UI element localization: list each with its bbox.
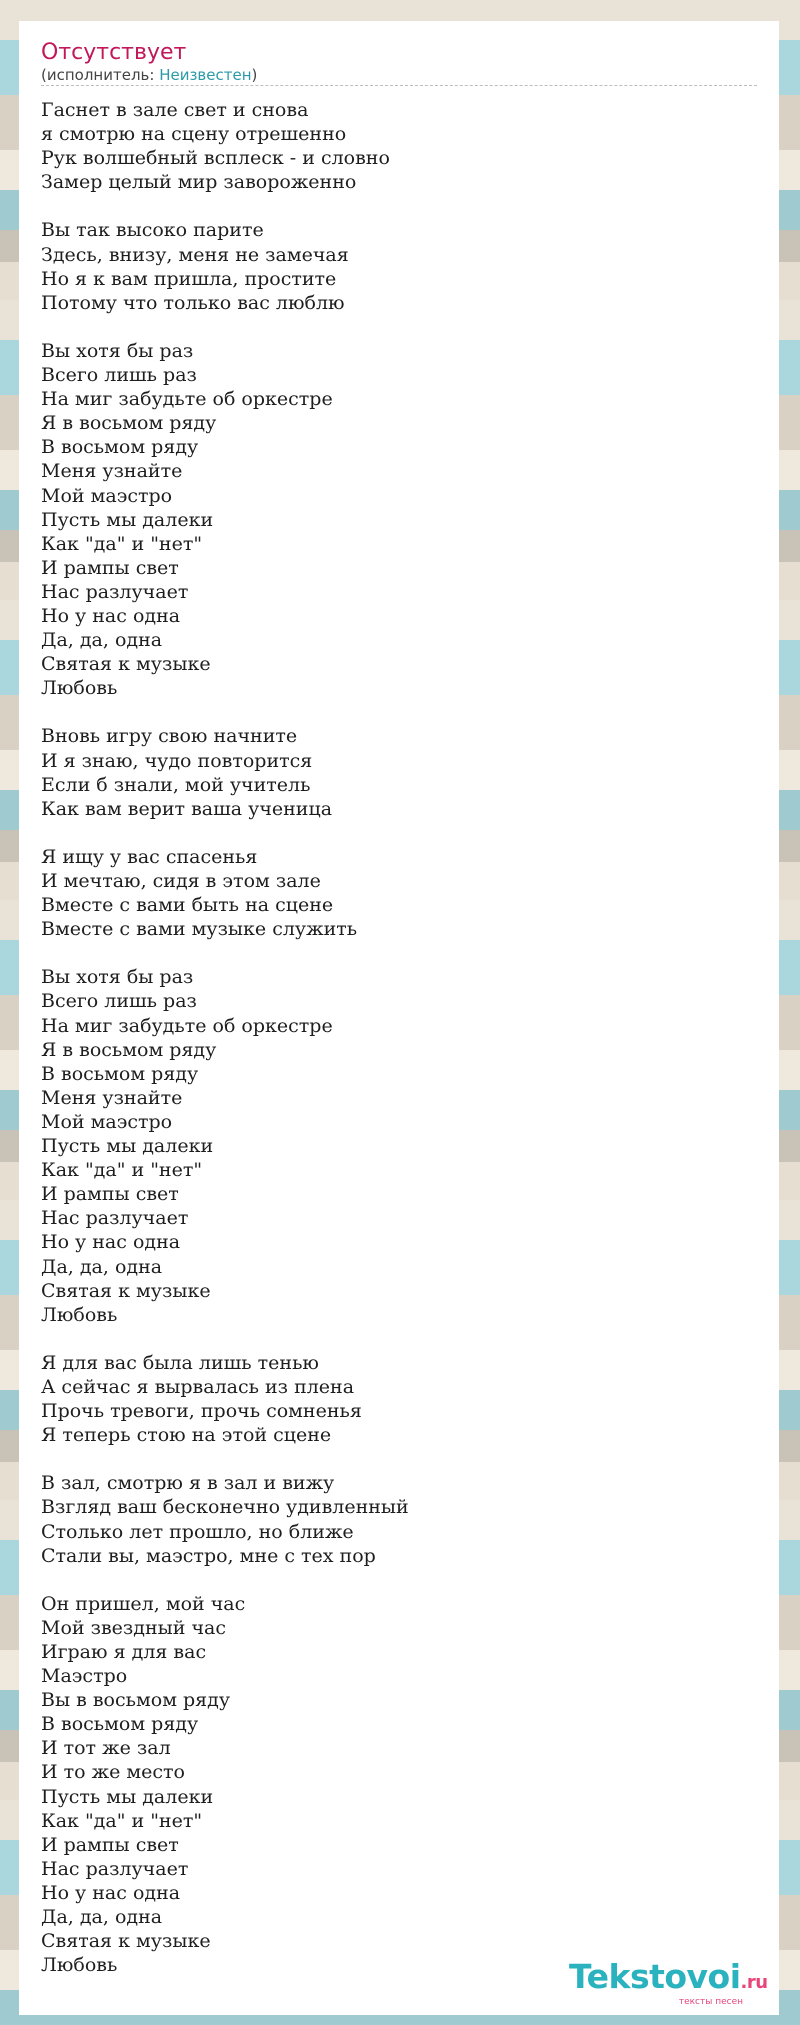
song-title: Отсутствует bbox=[41, 40, 187, 65]
lyric-line: Как "да" и "нет" bbox=[41, 1809, 203, 1832]
lyric-line: Потому что только вас люблю bbox=[41, 291, 345, 314]
logo-name: Tekstovoi bbox=[569, 1957, 741, 1996]
lyric-line: Здесь, внизу, меня не замечая bbox=[41, 243, 349, 266]
lyric-line: И рампы свет bbox=[41, 1183, 179, 1206]
stanza-break bbox=[41, 700, 757, 724]
lyric-line: И тот же зал bbox=[41, 1737, 171, 1760]
lyric-line: Вместе с вами музыке служить bbox=[41, 918, 358, 941]
stanza-break bbox=[41, 1327, 757, 1351]
lyric-line: Да, да, одна bbox=[41, 1906, 163, 1929]
lyric-line: Если б знали, мой учитель bbox=[41, 773, 311, 796]
logo-tld: .ru bbox=[740, 1972, 768, 1993]
lyric-line: Святая к музыке bbox=[41, 1930, 211, 1953]
lyric-line: Гаснет в зале свет и снова bbox=[41, 99, 309, 121]
lyric-line: Всего лишь раз bbox=[41, 364, 197, 387]
lyric-line: Играю я для вас bbox=[41, 1641, 207, 1663]
lyric-line: Нас разлучает bbox=[41, 1207, 189, 1230]
lyric-line: Рук волшебный всплеск - и словно bbox=[41, 147, 390, 170]
lyric-line: Но у нас одна bbox=[41, 604, 181, 627]
lyric-line: Всего лишь раз bbox=[41, 990, 197, 1013]
lyric-line: Но я к вам пришла, простите bbox=[41, 267, 337, 290]
lyric-line: Пусть мы далеки bbox=[41, 1785, 214, 1808]
artist-suffix: ) bbox=[251, 66, 258, 84]
lyric-line: Я в восьмом ряду bbox=[41, 1038, 217, 1061]
stanza-break bbox=[41, 821, 757, 845]
lyric-line: Вы хотя бы раз bbox=[41, 966, 194, 989]
artist-prefix: (исполнитель: bbox=[41, 66, 160, 84]
lyric-line: Я теперь стою на этой сцене bbox=[41, 1424, 332, 1447]
lyric-line: Святая к музыке bbox=[41, 1279, 211, 1302]
lyric-line: Замер целый мир завороженно bbox=[41, 171, 357, 194]
lyric-line: На миг забудьте об оркестре bbox=[41, 388, 333, 411]
lyric-line: Столько лет прошло, но ближе bbox=[41, 1520, 354, 1543]
lyric-line: И то же место bbox=[41, 1761, 185, 1784]
lyric-line: Вы так высоко парите bbox=[41, 219, 264, 242]
lyric-line: Нас разлучает bbox=[41, 580, 189, 603]
lyric-line: В восьмом ряду bbox=[41, 1062, 199, 1085]
lyric-line: А сейчас я вырвалась из плена bbox=[41, 1375, 355, 1398]
lyric-line: Как "да" и "нет" bbox=[41, 1159, 203, 1182]
lyric-line: Как вам верит ваша ученица bbox=[41, 797, 333, 820]
lyric-line: Пусть мы далеки bbox=[41, 508, 214, 531]
lyric-line: Любовь bbox=[41, 1954, 118, 1977]
lyric-line: Меня узнайте bbox=[41, 460, 183, 483]
lyric-line: Святая к музыке bbox=[41, 653, 211, 676]
artist-line bbox=[41, 66, 757, 86]
lyric-line: Я для вас была лишь тенью bbox=[41, 1351, 319, 1374]
artist-link[interactable]: Неизвестен bbox=[159, 66, 252, 84]
stanza-break bbox=[41, 194, 757, 218]
stanza-break bbox=[41, 1568, 757, 1592]
lyric-line: Я ищу у вас спасенья bbox=[41, 845, 258, 868]
lyric-line: На миг забудьте об оркестре bbox=[41, 1014, 333, 1037]
lyric-line: Но у нас одна bbox=[41, 1881, 181, 1904]
lyric-line: Стали вы, маэстро, мне с тех пор bbox=[41, 1544, 376, 1567]
lyric-line: Меня узнайте bbox=[41, 1086, 183, 1109]
lyrics-card bbox=[19, 21, 779, 2015]
lyric-line: Пусть мы далеки bbox=[41, 1135, 214, 1158]
lyric-line: Любовь bbox=[41, 677, 118, 700]
lyric-line: Я в восьмом ряду bbox=[41, 412, 217, 435]
stanza-break bbox=[41, 315, 757, 339]
lyric-line: Вновь игру свою начните bbox=[41, 725, 298, 748]
lyric-line: Как "да" и "нет" bbox=[41, 532, 203, 555]
lyric-line: Он пришел, мой час bbox=[41, 1592, 246, 1615]
lyric-line: Да, да, одна bbox=[41, 1255, 163, 1278]
lyric-line: В восьмом ряду bbox=[41, 1713, 199, 1736]
lyric-line: Прочь тревоги, прочь сомненья bbox=[41, 1400, 362, 1423]
lyric-line: Мой маэстро bbox=[41, 484, 173, 507]
lyric-line: я смотрю на сцену отрешенно bbox=[41, 123, 347, 146]
lyric-line: Вы хотя бы раз bbox=[41, 339, 194, 362]
lyric-line: В зал, смотрю я в зал и вижу bbox=[41, 1472, 335, 1495]
lyric-line: Мой звездный час bbox=[41, 1616, 226, 1639]
lyric-line: Мой маэстро bbox=[41, 1110, 173, 1133]
lyric-line: В восьмом ряду bbox=[41, 436, 199, 459]
lyrics-text bbox=[41, 98, 757, 1977]
lyric-line: Вы в восьмом ряду bbox=[41, 1689, 231, 1712]
stanza-break bbox=[41, 1447, 757, 1471]
stanza-break bbox=[41, 941, 757, 965]
lyric-line: Нас разлучает bbox=[41, 1857, 189, 1880]
lyric-line: Любовь bbox=[41, 1303, 118, 1326]
lyric-line: И рампы свет bbox=[41, 556, 179, 579]
lyric-line: И рампы свет bbox=[41, 1833, 179, 1856]
lyric-line: Но у нас одна bbox=[41, 1231, 181, 1254]
lyric-line: Маэстро bbox=[41, 1665, 128, 1688]
lyric-line: И я знаю, чудо повторится bbox=[41, 749, 313, 772]
lyric-line: Да, да, одна bbox=[41, 629, 163, 652]
lyric-line: И мечтаю, сидя в этом зале bbox=[41, 870, 321, 892]
lyric-line: Взгляд ваш бесконечно удивленный bbox=[41, 1496, 409, 1519]
logo-tagline: тексты песен bbox=[678, 1997, 743, 2007]
site-logo[interactable] bbox=[569, 1957, 779, 2007]
lyric-line: Вместе с вами быть на сцене bbox=[41, 894, 334, 917]
